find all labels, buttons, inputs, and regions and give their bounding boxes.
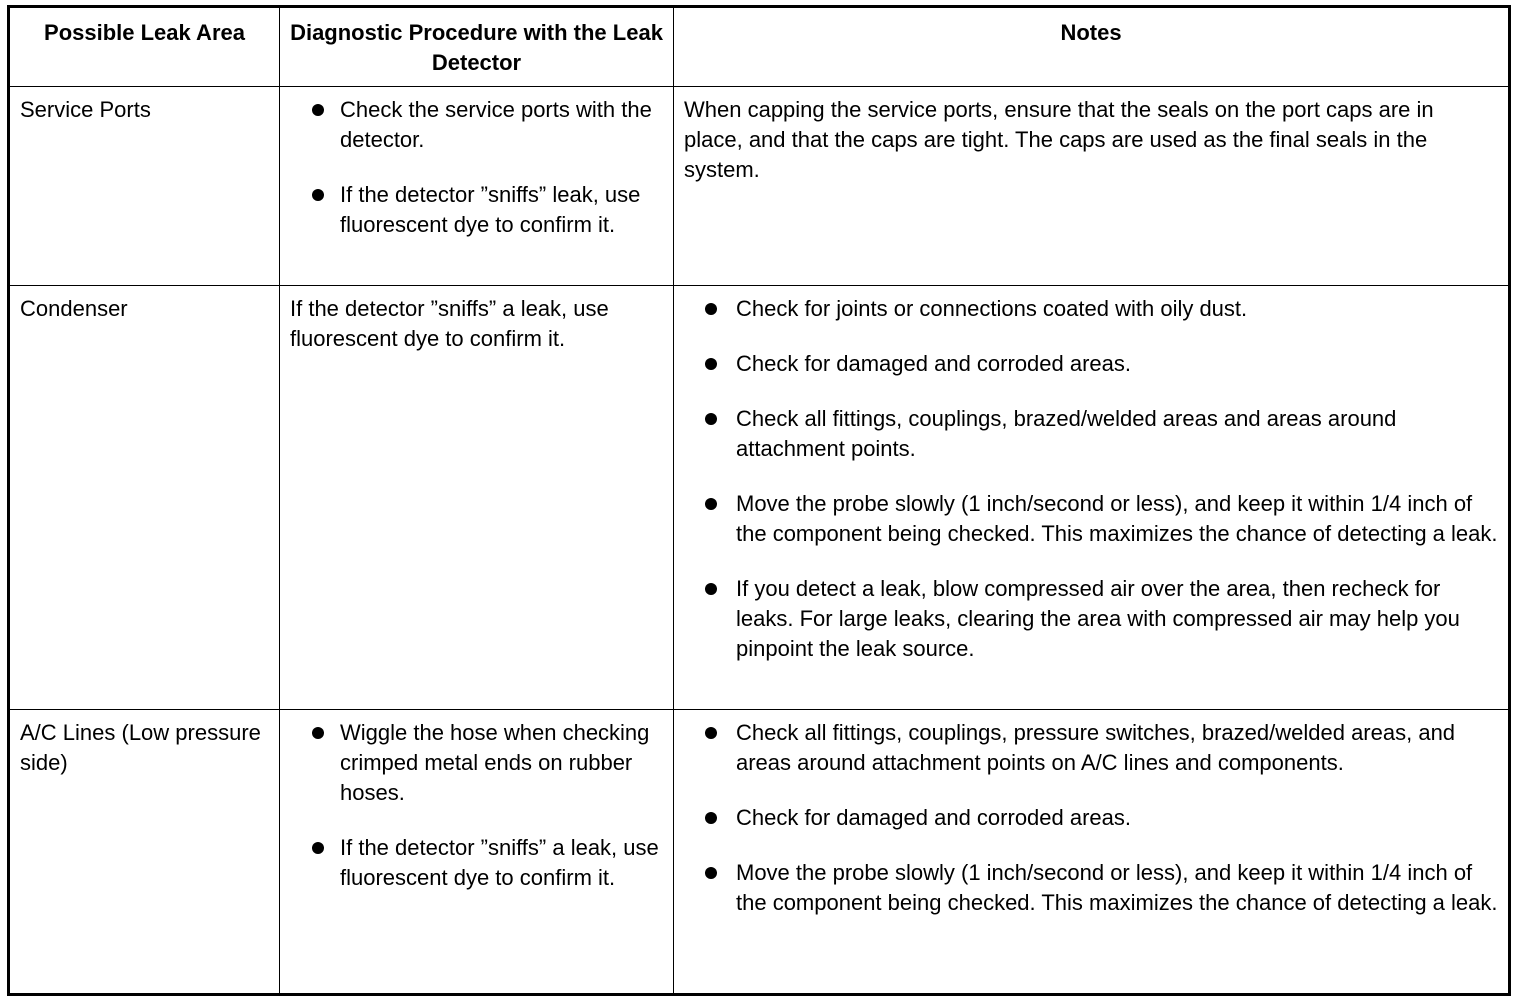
bullet-icon <box>312 727 324 739</box>
leak-diagnosis-table <box>7 5 1511 996</box>
bullet-icon <box>705 413 717 425</box>
leak-area-cell: A/C Lines (Low pressure side) <box>9 710 280 995</box>
bullet-icon <box>312 842 324 854</box>
notes-cell <box>674 710 1510 995</box>
bullet-text: If the detector ”sniffs” a leak, use fluorescent dye to confirm it. <box>340 835 659 890</box>
bullet-icon <box>705 498 717 510</box>
list-item <box>684 718 1498 778</box>
bullet-text: Check the service ports with the detector. <box>340 97 652 152</box>
header-procedure: Diagnostic Procedure with the Leak Detector <box>280 7 674 87</box>
list-item <box>290 833 663 893</box>
bullet-text: Move the probe slowly (1 inch/second or less), and keep it within 1/4 inch of the component being checked. This maximizes the chance of detecting a leak. <box>736 860 1498 915</box>
bullet-icon <box>705 812 717 824</box>
bullet-text: Check all fittings, couplings, brazed/welded areas and areas around attachment points. <box>736 406 1397 461</box>
bullet-text: Check for joints or connections coated with oily dust. <box>736 296 1248 321</box>
bullet-icon <box>705 867 717 879</box>
table-row <box>9 87 1510 286</box>
procedure-cell <box>280 87 674 286</box>
bullet-text: Check for damaged and corroded areas. <box>736 351 1132 376</box>
list-item <box>684 489 1498 549</box>
bullet-text: Check for damaged and corroded areas. <box>736 805 1132 830</box>
list-item <box>684 574 1498 664</box>
bullet-text: Wiggle the hose when checking crimped metal ends on rubber hoses. <box>340 720 650 805</box>
table-row <box>9 286 1510 710</box>
table-row <box>9 710 1510 995</box>
bullet-icon <box>312 104 324 116</box>
bullet-icon <box>705 583 717 595</box>
list-item <box>684 858 1498 918</box>
bullet-text: If you detect a leak, blow compressed air over the area, then recheck for leaks. For large leaks, clearing the area with compressed air may help you pinpoint the leak source. <box>736 576 1460 661</box>
list-item <box>684 404 1498 464</box>
bullet-text: Check all fittings, couplings, pressure switches, brazed/welded areas, and areas around attachment points on A/C lines and components. <box>736 720 1456 775</box>
procedure-cell: If the detector ”sniffs” a leak, use fluorescent dye to confirm it. <box>280 286 674 710</box>
header-notes: Notes <box>674 7 1510 87</box>
leak-area-cell: Service Ports <box>9 87 280 286</box>
notes-cell <box>674 286 1510 710</box>
list-item <box>290 718 663 808</box>
list-item <box>290 180 663 240</box>
bullet-icon <box>312 189 324 201</box>
procedure-cell <box>280 710 674 995</box>
notes-cell: When capping the service ports, ensure that the seals on the port caps are in place, and that the caps are tight. The caps are used as the final seals in the system. <box>674 87 1510 286</box>
bullet-icon <box>705 303 717 315</box>
header-row <box>9 7 1510 87</box>
bullet-icon <box>705 727 717 739</box>
bullet-text: Move the probe slowly (1 inch/second or less), and keep it within 1/4 inch of the component being checked. This maximizes the chance of detecting a leak. <box>736 491 1498 546</box>
list-item <box>684 349 1498 379</box>
list-item <box>684 803 1498 833</box>
list-item <box>684 294 1498 324</box>
header-leak-area: Possible Leak Area <box>9 7 280 87</box>
list-item <box>290 95 663 155</box>
bullet-text: If the detector ”sniffs” leak, use fluorescent dye to confirm it. <box>340 182 641 237</box>
leak-area-cell: Condenser <box>9 286 280 710</box>
bullet-icon <box>705 358 717 370</box>
